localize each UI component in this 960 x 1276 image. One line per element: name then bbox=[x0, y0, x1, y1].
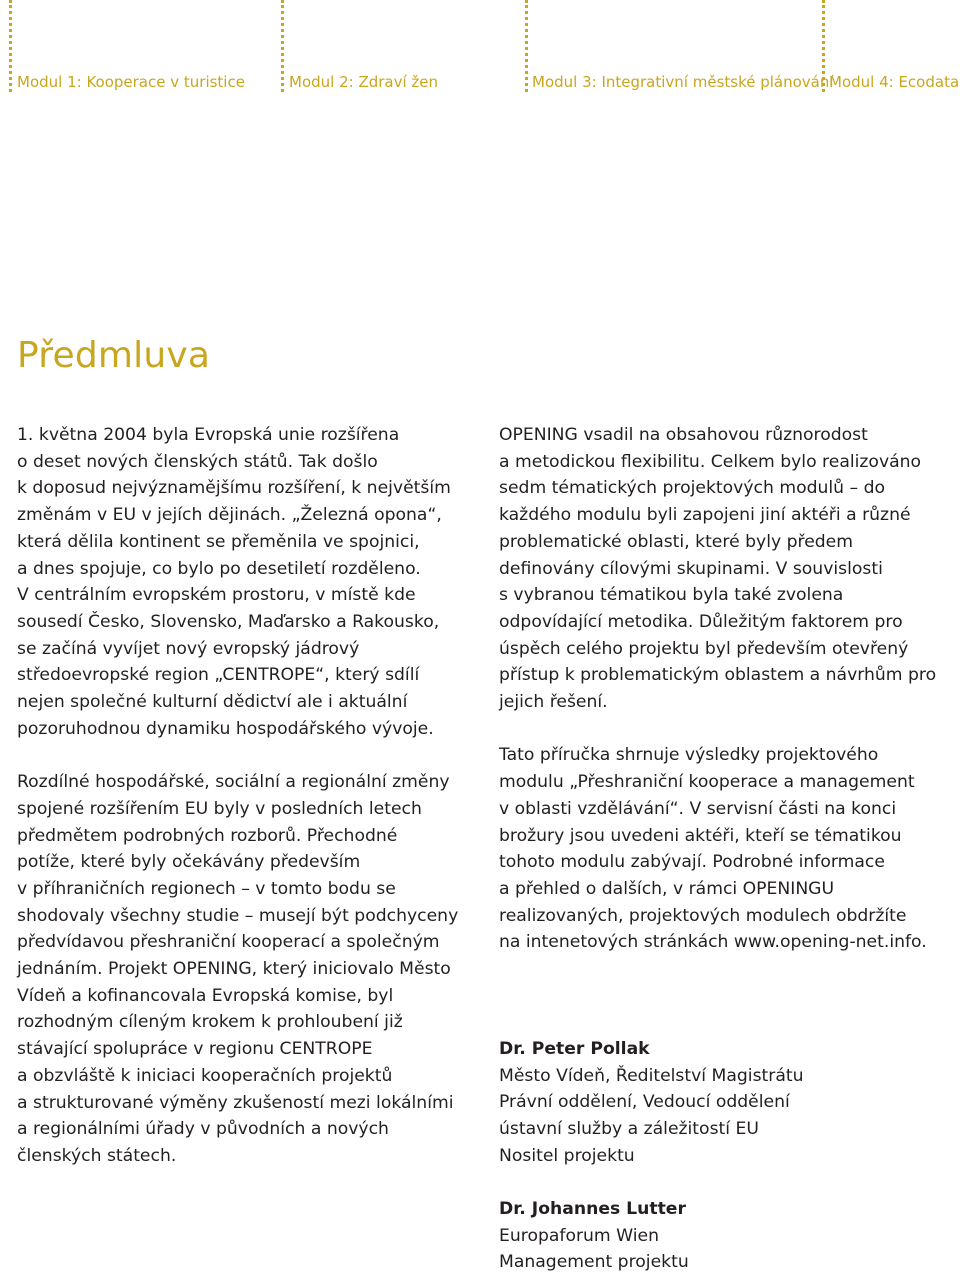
module-2-divider bbox=[281, 0, 284, 92]
text-line: a regionálními úřady v původních a nových bbox=[17, 1119, 389, 1140]
module-1-label: Modul 1: Kooperace v turistice bbox=[17, 73, 245, 91]
text-line: a strukturované výměny zkušeností mezi lokálními bbox=[17, 1092, 454, 1113]
signature-line: Město Vídeň, Ředitelství Magistrátu bbox=[499, 1065, 804, 1086]
text-line: spojené rozšířením EU byly v posledních letech bbox=[17, 798, 422, 819]
module-1-divider bbox=[9, 0, 12, 92]
signature-block-lutter bbox=[499, 1196, 689, 1276]
module-4-label: Modul 4: Ecodata bbox=[829, 73, 960, 91]
text-line: definovány cílovými skupinami. V souvislosti bbox=[499, 558, 883, 579]
signature-name: Dr. Johannes Lutter bbox=[499, 1199, 686, 1219]
text-line: a metodickou flexibilitu. Celkem bylo realizováno bbox=[499, 451, 922, 472]
text-line: v příhraničních regionech – v tomto bodu se bbox=[17, 878, 396, 899]
right-paragraph-2 bbox=[499, 742, 959, 956]
text-line: která dělila kontinent se přeměnila ve spojnici, bbox=[17, 531, 420, 552]
text-line: středoevropské region „CENTROPE“, který sdílí bbox=[17, 665, 420, 686]
signature-line: ústavní služby a záležitostí EU bbox=[499, 1119, 759, 1140]
text-line: členských státech. bbox=[17, 1145, 177, 1166]
module-3-label: Modul 3: Integrativní městské plánování bbox=[532, 73, 834, 91]
text-line: každého modulu byli zapojeni jiní aktéři a různé bbox=[499, 505, 911, 526]
text-line: modulu „Přeshraniční kooperace a management bbox=[499, 772, 915, 793]
text-line: o deset nových členských států. Tak došlo bbox=[17, 451, 378, 472]
module-2-label: Modul 2: Zdraví žen bbox=[289, 73, 439, 91]
text-line: potíže, které byly očekávány především bbox=[17, 852, 361, 873]
text-line: a obzvláště k iniciaci kooperačních projektů bbox=[17, 1065, 393, 1086]
text-line: nejen společné kulturní dědictví ale i aktuální bbox=[17, 692, 408, 713]
text-line: a přehled o dalších, v rámci OPENINGU bbox=[499, 878, 835, 899]
text-line: sousedí Česko, Slovensko, Maďarsko a Rakousko, bbox=[17, 611, 440, 632]
text-line: předvídavou přeshraniční kooperací a společným bbox=[17, 932, 440, 953]
signature-line: Europaforum Wien bbox=[499, 1225, 659, 1246]
text-line: pozoruhodnou dynamiku hospodářského vývoje. bbox=[17, 718, 434, 739]
signature-line: Management projektu bbox=[499, 1252, 689, 1273]
right-paragraph-1 bbox=[499, 422, 959, 716]
left-paragraph-2 bbox=[17, 769, 487, 1170]
signature-line: Nositel projektu bbox=[499, 1145, 635, 1166]
signature-name: Dr. Peter Pollak bbox=[499, 1039, 650, 1059]
text-line: realizovaných, projektových modulech obdržíte bbox=[499, 905, 907, 926]
text-line: jejich řešení. bbox=[499, 692, 608, 713]
text-line: brožury jsou uvedeni aktéři, kteří se tématikou bbox=[499, 825, 902, 846]
text-line: OPENING vsadil na obsahovou různorodost bbox=[499, 425, 868, 445]
text-line: tohoto modulu zabývají. Podrobné informace bbox=[499, 852, 885, 873]
text-line: na intenetových stránkách www.opening-net.info. bbox=[499, 932, 927, 953]
text-line: Vídeň a kofinancovala Evropská komise, byl bbox=[17, 985, 394, 1006]
text-line: úspěch celého projektu byl především otevřený bbox=[499, 638, 909, 659]
right-column bbox=[499, 422, 959, 956]
signature-line: Právní oddělení, Vedoucí oddělení bbox=[499, 1092, 790, 1113]
left-column bbox=[17, 422, 487, 1170]
text-line: stávající spolupráce v regionu CENTROPE bbox=[17, 1039, 373, 1060]
text-line: s vybranou tématikou byla také zvolena bbox=[499, 585, 844, 606]
text-line: jednáním. Projekt OPENING, který iniciovalo Město bbox=[17, 959, 451, 980]
module-3-divider bbox=[525, 0, 528, 92]
text-line: sedm tématických projektových modulů – do bbox=[499, 478, 886, 499]
page-title: Předmluva bbox=[17, 335, 211, 376]
signature-block-pollak bbox=[499, 1036, 804, 1170]
text-line: předmětem podrobných rozborů. Přechodné bbox=[17, 825, 398, 846]
text-line: Tato příručka shrnuje výsledky projektového bbox=[499, 745, 879, 766]
text-line: rozhodným cíleným krokem k prohloubení již bbox=[17, 1012, 403, 1033]
text-line: problematické oblasti, které byly předem bbox=[499, 531, 854, 552]
text-line: odpovídající metodika. Důležitým faktorem pro bbox=[499, 611, 903, 632]
text-line: se začíná vyvíjet nový evropský jádrový bbox=[17, 638, 360, 659]
text-line: změnám v EU v jejích dějinách. „Železná opona“, bbox=[17, 505, 442, 526]
text-line: přístup k problematickým oblastem a návrhům pro bbox=[499, 665, 937, 686]
text-line: shodovaly všechny studie – musejí být podchyceny bbox=[17, 905, 459, 926]
text-line: 1. května 2004 byla Evropská unie rozšířena bbox=[17, 425, 400, 445]
text-line: a dnes spojuje, co bylo po desetiletí rozděleno. bbox=[17, 558, 421, 579]
left-paragraph-1 bbox=[17, 422, 487, 742]
text-line: Rozdílné hospodářské, sociální a regionální změny bbox=[17, 772, 450, 793]
text-line: v oblasti vzdělávání“. V servisní části na konci bbox=[499, 798, 897, 819]
text-line: k doposud nejvýznamějšímu rozšíření, k největším bbox=[17, 478, 451, 499]
module-4-divider bbox=[822, 0, 825, 92]
text-line: V centrálním evropském prostoru, v místě kde bbox=[17, 585, 416, 606]
